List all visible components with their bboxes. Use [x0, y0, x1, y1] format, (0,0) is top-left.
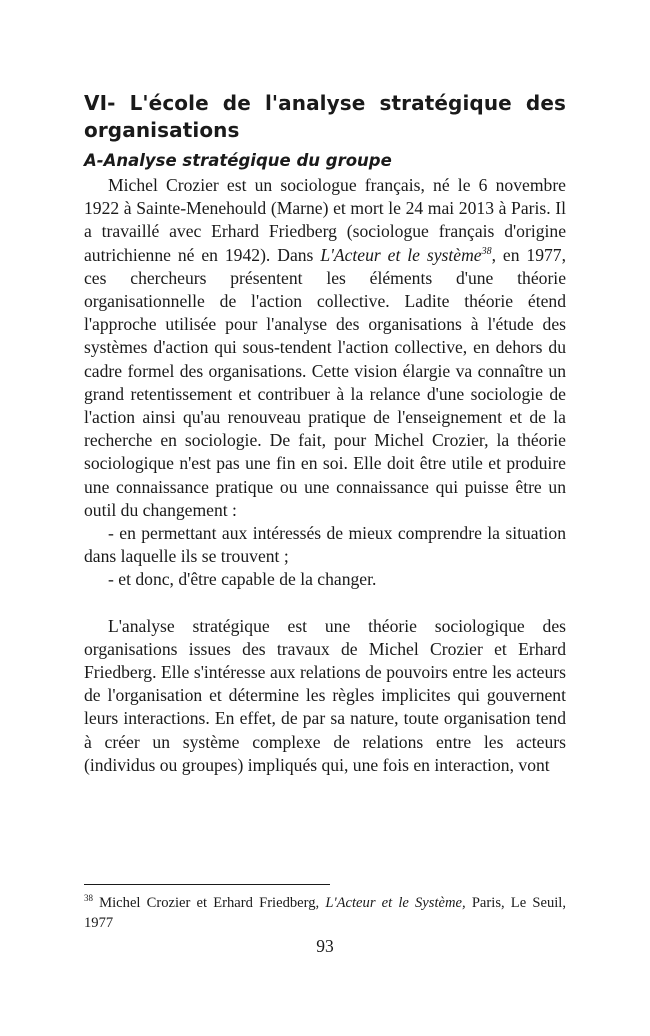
paragraph-2: L'analyse stratégique est une théorie sociologique des organisations issues des travaux de Michel Crozier et Erhard Friedberg. Elle s'intéresse aux relations de pouvoirs entre les acteurs de l'organisation et détermine les règles implicites qui gouvernent leurs interactions. En effet, de par sa nature, toute organisation tend à créer un système complexe de relations entre les acteurs (individus ou groupes) impliqués qui, une fois en interaction, vont: [84, 615, 566, 775]
body-text: [84, 174, 566, 777]
footnote-reference[interactable]: 38: [481, 245, 492, 257]
footnote-title: L'Acteur et le Système,: [325, 895, 466, 911]
footnote: [84, 893, 566, 933]
footnote-number: 38: [84, 893, 93, 903]
page-content: [84, 90, 566, 777]
footnote-publisher: Paris, Le Seuil, 1977: [84, 895, 566, 931]
bullet-item: - en permettant aux intéressés de mieux comprendre la situation dans laquelle ils se trouvent ;: [84, 523, 566, 567]
paragraph-1: [84, 174, 566, 522]
paragraph-1-end: , en 1977, ces chercheurs présentent les éléments d'une théorie organisationnelle de l'action collective. Ladite théorie étend l'approche utilisée pour l'analyse des organisations à l'étude des systèmes d'action qui sous-tendent l'action collective, en dehors du cadre formel des organisations. Cette vision élargie va connaître un grand retentissement et contribuer à la relance d'une sociologie de l'action ainsi qu'au renouveau pratique de l'enseignement et de la recherche en sociologie. De fait, pour Michel Crozier, la théorie sociologique n'est pas une fin en soi. Elle doit être utile et produire une connaissance pratique ou une connaissance qui puisse être un outil du changement :: [84, 244, 566, 520]
book-title: L'Acteur et le système: [320, 244, 482, 265]
subsection-heading: A-Analyse stratégique du groupe: [84, 151, 392, 170]
paragraph-1-start: Michel Crozier est un sociologue français, né le 6 novembre 1922 à Sainte-Menehould (Marne) et mort le 24 mai 2013 à Paris. Il a travaillé avec Erhard Friedberg (sociologue français d'origine autrichienne né en 1942). Dans: [84, 175, 566, 265]
bullet-item: - et donc, d'être capable de la changer.: [108, 569, 377, 590]
footnote-separator: [84, 884, 330, 885]
footnote-authors: Michel Crozier et Erhard Friedberg,: [93, 895, 326, 911]
section-heading: VI- L'école de l'analyse stratégique des organisations: [84, 91, 566, 142]
page-number: 93: [316, 936, 334, 956]
